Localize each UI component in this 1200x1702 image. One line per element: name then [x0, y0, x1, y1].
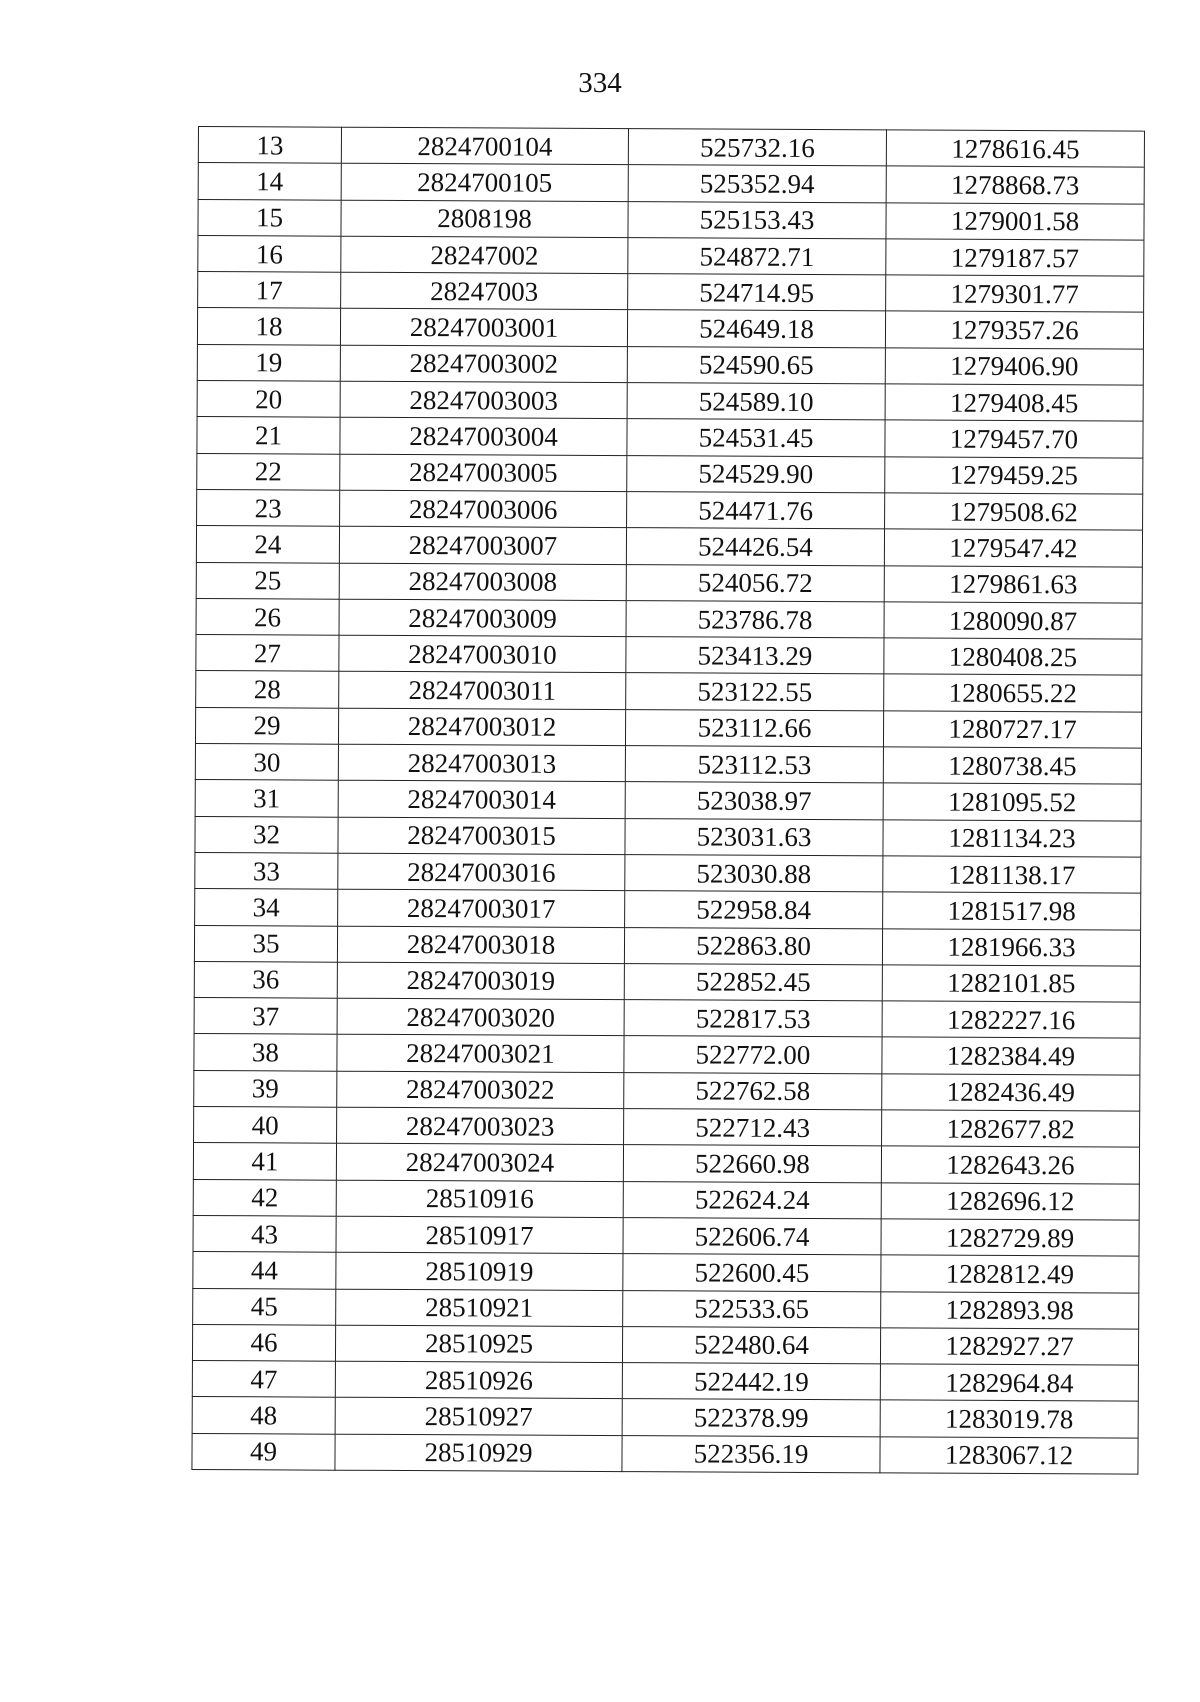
y-coordinate-cell: 1283067.12	[880, 1437, 1138, 1475]
x-coordinate-cell: 525352.94	[628, 165, 886, 203]
x-coordinate-cell: 522624.24	[623, 1181, 881, 1219]
table-row	[196, 635, 1142, 676]
table-row	[194, 925, 1140, 966]
x-coordinate-cell: 522378.99	[622, 1399, 880, 1437]
table-row	[193, 1252, 1139, 1293]
table-row	[195, 816, 1141, 857]
y-coordinate-cell: 1281966.33	[882, 928, 1140, 966]
point-id-cell: 28247003	[341, 272, 628, 310]
y-coordinate-cell: 1280738.45	[883, 747, 1141, 785]
point-id-cell: 28247003013	[338, 744, 625, 782]
table-row	[195, 780, 1141, 821]
point-number-cell: 15	[198, 199, 341, 236]
x-coordinate-cell: 524056.72	[626, 564, 884, 602]
point-number-cell: 28	[196, 671, 339, 708]
x-coordinate-cell: 523031.63	[625, 818, 883, 856]
table-row	[194, 1034, 1140, 1075]
x-coordinate-cell: 524471.76	[627, 492, 885, 530]
table-row	[193, 1179, 1139, 1220]
x-coordinate-cell: 524589.10	[627, 383, 885, 421]
table-row	[197, 344, 1143, 385]
point-number-cell: 30	[195, 744, 338, 781]
table-row	[195, 889, 1141, 930]
x-coordinate-cell: 524649.18	[627, 310, 885, 348]
point-id-cell: 2824700105	[341, 163, 628, 201]
y-coordinate-cell: 1279459.25	[885, 457, 1143, 495]
point-id-cell: 28510927	[335, 1398, 622, 1436]
x-coordinate-cell: 522600.45	[623, 1254, 881, 1292]
table-row	[197, 381, 1143, 422]
y-coordinate-cell: 1278616.45	[886, 130, 1144, 168]
y-coordinate-cell: 1279547.42	[884, 529, 1142, 567]
table-row	[194, 1107, 1140, 1148]
point-id-cell: 28247003022	[337, 1071, 624, 1109]
y-coordinate-cell: 1282696.12	[881, 1182, 1139, 1220]
point-id-cell: 28247003024	[336, 1144, 623, 1182]
point-number-cell: 37	[194, 998, 337, 1035]
point-number-cell: 44	[193, 1252, 336, 1289]
point-number-cell: 36	[194, 961, 337, 998]
point-number-cell: 42	[193, 1179, 336, 1216]
y-coordinate-cell: 1280727.17	[883, 711, 1141, 749]
point-number-cell: 26	[196, 598, 339, 635]
point-id-cell: 28247003023	[337, 1107, 624, 1145]
point-number-cell: 23	[197, 489, 340, 526]
point-id-cell: 28247003004	[340, 418, 627, 456]
point-id-cell: 28510925	[335, 1325, 622, 1363]
table-row	[194, 961, 1140, 1002]
point-number-cell: 17	[198, 272, 341, 309]
x-coordinate-cell: 524590.65	[627, 346, 885, 384]
point-id-cell: 2824700104	[341, 127, 628, 165]
y-coordinate-cell: 1282893.98	[881, 1291, 1139, 1329]
point-number-cell: 16	[198, 235, 341, 272]
x-coordinate-cell: 523030.88	[625, 855, 883, 893]
point-id-cell: 28247003011	[339, 672, 626, 710]
point-number-cell: 35	[194, 925, 337, 962]
table-row	[196, 562, 1142, 603]
y-coordinate-cell: 1282677.82	[882, 1110, 1140, 1148]
point-id-cell: 28510921	[336, 1289, 623, 1327]
point-id-cell: 28247002	[341, 236, 628, 274]
y-coordinate-cell: 1282643.26	[881, 1146, 1139, 1184]
y-coordinate-cell: 1281138.17	[883, 856, 1141, 894]
point-number-cell: 31	[195, 780, 338, 817]
point-number-cell: 48	[192, 1397, 335, 1434]
point-id-cell: 28510917	[336, 1216, 623, 1254]
y-coordinate-cell: 1282729.89	[881, 1219, 1139, 1257]
x-coordinate-cell: 523112.53	[625, 746, 883, 784]
x-coordinate-cell: 522817.53	[624, 1000, 882, 1038]
point-number-cell: 20	[197, 381, 340, 418]
point-id-cell: 28247003018	[337, 926, 624, 964]
x-coordinate-cell: 524426.54	[626, 528, 884, 566]
table-row	[198, 199, 1144, 240]
point-number-cell: 22	[197, 453, 340, 490]
y-coordinate-cell: 1280655.22	[884, 674, 1142, 712]
table-row	[197, 489, 1143, 530]
table-row	[193, 1143, 1139, 1184]
table-row	[196, 598, 1142, 639]
point-number-cell: 18	[197, 308, 340, 345]
table-row	[195, 707, 1141, 748]
y-coordinate-cell: 1279001.58	[886, 202, 1144, 240]
point-number-cell: 25	[196, 562, 339, 599]
y-coordinate-cell: 1282227.16	[882, 1001, 1140, 1039]
point-id-cell: 28247003001	[340, 309, 627, 347]
x-coordinate-cell: 522533.65	[623, 1290, 881, 1328]
point-number-cell: 33	[195, 852, 338, 889]
point-id-cell: 28510916	[336, 1180, 623, 1218]
point-id-cell: 28247003010	[339, 635, 626, 673]
x-coordinate-cell: 522356.19	[622, 1435, 880, 1473]
point-id-cell: 28510919	[336, 1252, 623, 1290]
y-coordinate-cell: 1279406.90	[885, 348, 1143, 386]
y-coordinate-cell: 1279457.70	[885, 420, 1143, 458]
y-coordinate-cell: 1279187.57	[886, 239, 1144, 277]
point-number-cell: 47	[192, 1361, 335, 1398]
y-coordinate-cell: 1282812.49	[881, 1255, 1139, 1293]
y-coordinate-cell: 1281517.98	[883, 892, 1141, 930]
point-number-cell: 29	[195, 707, 338, 744]
point-number-cell: 21	[197, 417, 340, 454]
x-coordinate-cell: 524714.95	[628, 274, 886, 312]
table-row	[198, 163, 1144, 204]
y-coordinate-cell: 1279508.62	[885, 493, 1143, 531]
point-id-cell: 28247003019	[337, 962, 624, 1000]
table-row	[198, 272, 1144, 313]
point-number-cell: 43	[193, 1215, 336, 1252]
point-id-cell: 28247003006	[340, 490, 627, 528]
x-coordinate-cell: 522762.58	[624, 1072, 882, 1110]
table-row	[193, 1215, 1139, 1256]
y-coordinate-cell: 1279861.63	[884, 565, 1142, 603]
point-number-cell: 14	[198, 163, 341, 200]
x-coordinate-cell: 523122.55	[626, 673, 884, 711]
point-number-cell: 27	[196, 635, 339, 672]
table-row	[195, 852, 1141, 893]
table-row	[196, 671, 1142, 712]
point-id-cell: 28510926	[335, 1361, 622, 1399]
x-coordinate-cell: 522480.64	[622, 1326, 880, 1364]
y-coordinate-cell: 1283019.78	[880, 1400, 1138, 1438]
table-row	[192, 1397, 1138, 1438]
table-row	[197, 308, 1143, 349]
x-coordinate-cell: 522606.74	[623, 1217, 881, 1255]
x-coordinate-cell: 523038.97	[625, 782, 883, 820]
point-number-cell: 45	[193, 1288, 336, 1325]
page-number: 334	[578, 67, 622, 99]
table-row	[198, 127, 1144, 168]
point-id-cell: 2808198	[341, 200, 628, 238]
x-coordinate-cell: 522442.19	[622, 1363, 880, 1401]
x-coordinate-cell: 524531.45	[627, 419, 885, 457]
x-coordinate-cell: 525732.16	[628, 129, 886, 167]
y-coordinate-cell: 1282384.49	[882, 1037, 1140, 1075]
point-id-cell: 28247003002	[340, 345, 627, 383]
x-coordinate-cell: 522958.84	[625, 891, 883, 929]
x-coordinate-cell: 522852.45	[624, 963, 882, 1001]
y-coordinate-cell: 1281134.23	[883, 819, 1141, 857]
x-coordinate-cell: 523413.29	[626, 637, 884, 675]
x-coordinate-cell: 522772.00	[624, 1036, 882, 1074]
x-coordinate-cell: 525153.43	[628, 201, 886, 239]
point-number-cell: 32	[195, 816, 338, 853]
y-coordinate-cell: 1280408.25	[884, 638, 1142, 676]
x-coordinate-cell: 522660.98	[623, 1145, 881, 1183]
point-id-cell: 28247003021	[337, 1035, 624, 1073]
point-id-cell: 28247003017	[338, 889, 625, 927]
table-row	[194, 1070, 1140, 1111]
table-row	[192, 1324, 1138, 1365]
point-number-cell: 38	[194, 1034, 337, 1071]
point-number-cell: 19	[197, 344, 340, 381]
table-row	[196, 526, 1142, 567]
point-id-cell: 28247003009	[339, 599, 626, 637]
x-coordinate-cell: 524872.71	[628, 237, 886, 275]
y-coordinate-cell: 1282101.85	[882, 965, 1140, 1003]
y-coordinate-cell: 1282436.49	[882, 1074, 1140, 1112]
point-number-cell: 24	[196, 526, 339, 563]
point-number-cell: 13	[198, 127, 341, 164]
point-id-cell: 28247003003	[340, 381, 627, 419]
y-coordinate-cell: 1281095.52	[883, 783, 1141, 821]
x-coordinate-cell: 523786.78	[626, 600, 884, 638]
point-id-cell: 28247003016	[338, 853, 625, 891]
point-number-cell: 46	[192, 1324, 335, 1361]
table-row	[195, 744, 1141, 785]
table-row	[192, 1361, 1138, 1402]
table-row	[193, 1288, 1139, 1329]
x-coordinate-cell: 522863.80	[624, 927, 882, 965]
x-coordinate-cell: 524529.90	[627, 455, 885, 493]
y-coordinate-cell: 1279408.45	[885, 384, 1143, 422]
x-coordinate-cell: 523112.66	[625, 709, 883, 747]
y-coordinate-cell: 1282964.84	[880, 1364, 1138, 1402]
coordinates-table-container	[198, 126, 1144, 1470]
y-coordinate-cell: 1278868.73	[886, 166, 1144, 204]
point-number-cell: 34	[195, 889, 338, 926]
point-id-cell: 28247003014	[338, 781, 625, 819]
point-id-cell: 28247003012	[338, 708, 625, 746]
point-id-cell: 28247003015	[338, 817, 625, 855]
table-row	[197, 417, 1143, 458]
point-number-cell: 41	[193, 1143, 336, 1180]
point-number-cell: 40	[194, 1107, 337, 1144]
table-row	[198, 235, 1144, 276]
point-id-cell: 28247003008	[339, 563, 626, 601]
y-coordinate-cell: 1279301.77	[886, 275, 1144, 313]
point-id-cell: 28247003020	[337, 998, 624, 1036]
point-number-cell: 49	[192, 1433, 335, 1470]
y-coordinate-cell: 1282927.27	[880, 1328, 1138, 1366]
table-row	[194, 998, 1140, 1039]
table-row	[192, 1433, 1138, 1474]
point-id-cell: 28247003005	[340, 454, 627, 492]
y-coordinate-cell: 1280090.87	[884, 602, 1142, 640]
point-id-cell: 28247003007	[339, 526, 626, 564]
point-id-cell: 28510929	[335, 1434, 622, 1472]
table-row	[197, 453, 1143, 494]
x-coordinate-cell: 522712.43	[624, 1109, 882, 1147]
coordinates-table	[191, 126, 1145, 1475]
coordinates-table-body	[192, 127, 1145, 1475]
y-coordinate-cell: 1279357.26	[885, 311, 1143, 349]
point-number-cell: 39	[194, 1070, 337, 1107]
